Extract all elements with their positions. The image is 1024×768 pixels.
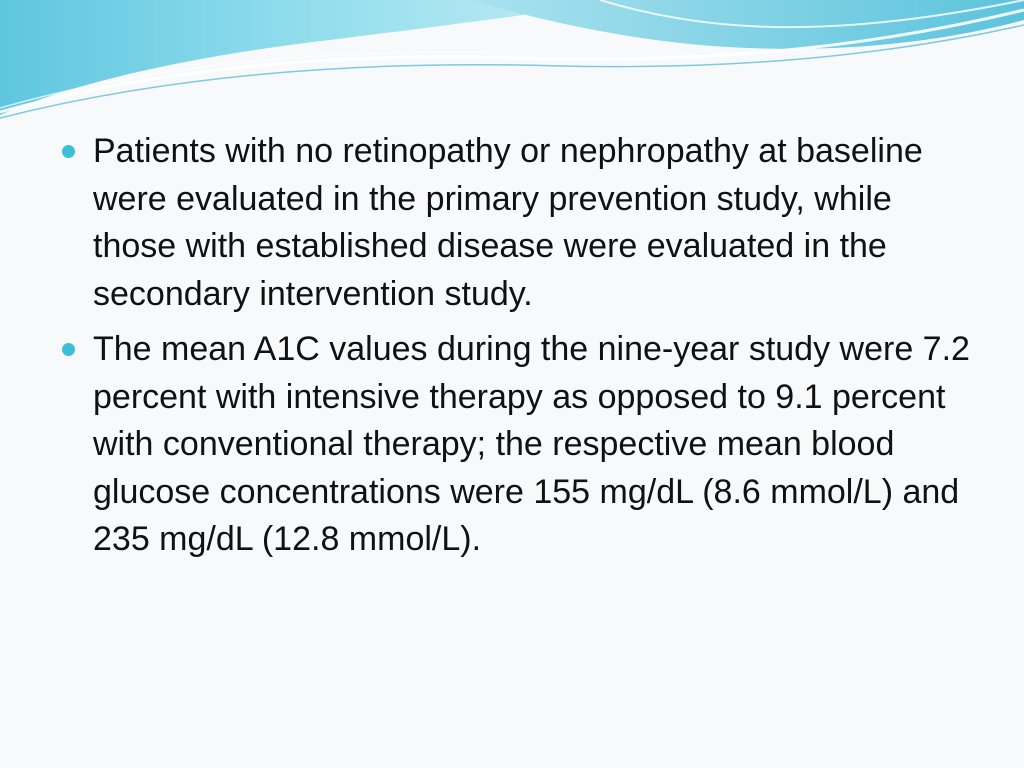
bullet-list [62,128,982,572]
bullet-item-retinopathy [62,128,982,318]
bullet-text: The mean A1C values during the nine-year study were 7.2 percent with intensive therapy as opposed to 9.1 percent with conventional therapy; the respective mean blood glucose concentrations were 155 mg/dL (8.6 mmol/L) and 235 mg/dL (12.8 mmol/L). [93,330,970,558]
round-bullet-icon [62,343,75,356]
round-bullet-icon [62,145,75,158]
bullet-text: Patients with no retinopathy or nephropathy at baseline were evaluated in the primary prevention study, while those with established disease were evaluated in the secondary intervention study. [93,132,923,313]
bullet-item-a1c [62,326,982,564]
wave-header-decoration [0,0,1024,125]
